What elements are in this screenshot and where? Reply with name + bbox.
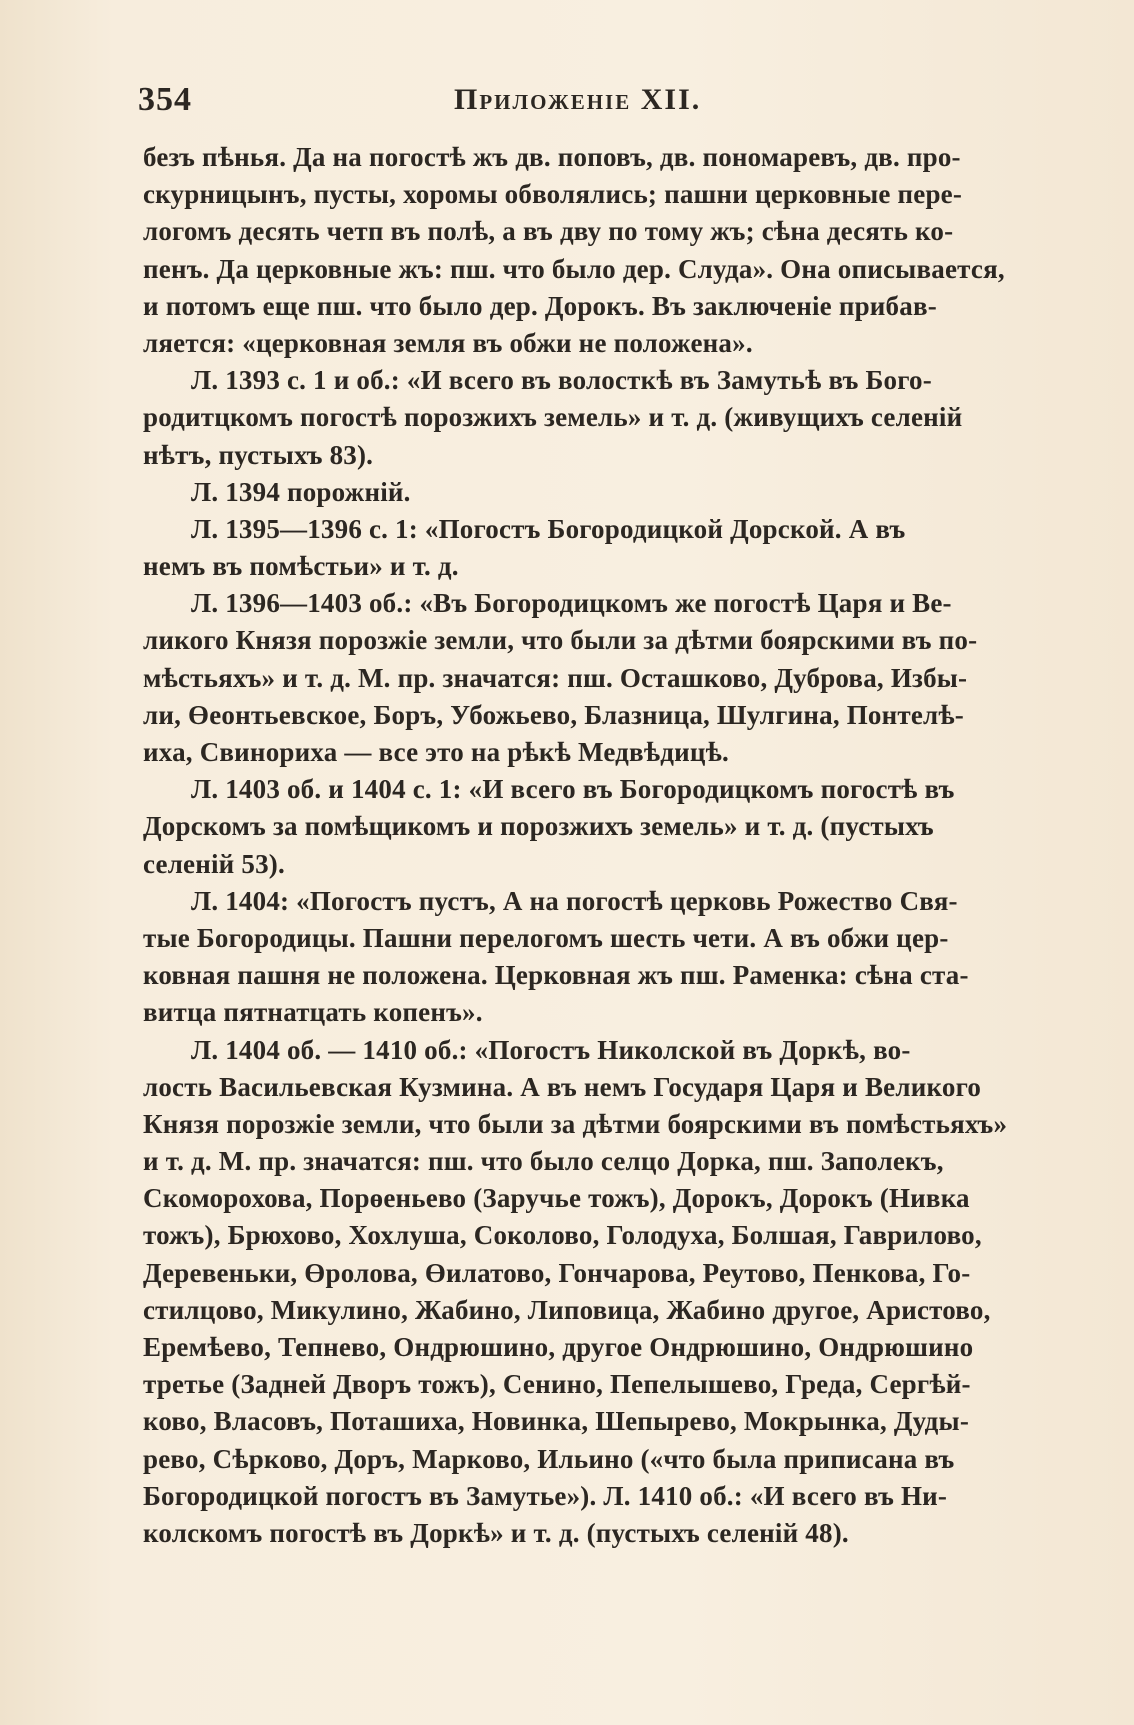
text-line: ли, Өеонтьевское, Боръ, Убожьево, Блазница, Шулгина, Понтелѣ- — [143, 699, 964, 730]
text-line: логомъ десять четп въ полѣ, а въ дву по тому жъ; сѣна десять ко- — [143, 216, 954, 247]
text-line: иха, Свинориха — все это на рѣкѣ Медвѣдицѣ. — [143, 737, 729, 767]
text-line: безъ пѣнья. Да на погостѣ жъ дв. поповъ, дв. пономаревъ, дв. про- — [143, 142, 961, 172]
text-line: ково, Власовъ, Поташиха, Новинка, Шепырево, Мокрынка, Дуды- — [143, 1406, 970, 1437]
text-line: родитцкомъ погостѣ порозжихъ земель» и т. д. (живущихъ селенiй — [143, 402, 963, 433]
text-line: Л. 1395—1396 с. 1: «Погостъ Богородицкой Дорской. А въ — [191, 513, 906, 544]
text-line: Л. 1394 порожнiй. — [191, 476, 411, 507]
text-line: селенiй 53). — [143, 848, 285, 879]
text-line: Л. 1403 об. и 1404 с. 1: «И всего въ Богородицкомъ погостѣ въ — [191, 774, 955, 805]
text-line: и т. д. М. пр. значатся: пш. что было селцо Дорка, пш. Заполекъ, — [143, 1146, 944, 1177]
text-line: ляется: «церковная земля въ обжи не положена». — [143, 327, 753, 358]
text-line: Л. 1396—1403 об.: «Въ Богородицкомъ же погостѣ Царя и Ве- — [191, 588, 952, 619]
text-line: Л. 1393 с. 1 и об.: «И всего въ волосткѣ въ Замутьѣ въ Бого- — [191, 365, 932, 396]
text-line: Деревеньки, Өролова, Өилатово, Гончарова, Реутово, Пенкова, Го- — [143, 1257, 971, 1288]
text-line: Богородицкой погостъ въ Замутье»). Л. 1410 об.: «И всего въ Ни- — [143, 1480, 948, 1511]
text-line: ковная пашня не положена. Церковная жъ пш. Раменка: сѣна ста- — [143, 960, 969, 991]
text-line: Л. 1404 об. — 1410 об.: «Погостъ Николской въ Доркѣ, во- — [191, 1034, 911, 1065]
text-line: Л. 1404: «Погостъ пустъ, А на погостѣ церковь Рожество Свя- — [191, 885, 958, 916]
text-line: нѣтъ, пустыхъ 83). — [143, 439, 374, 470]
text-line: лость Васильевская Кузмина. А въ немъ Государя Царя и Великого — [143, 1071, 982, 1102]
text-line: пенъ. Да церковные жъ: пш. что было дер. Слуда». Она описывается, — [143, 253, 1005, 284]
page-header — [138, 80, 1058, 120]
text-line: стилцово, Микулино, Жабино, Липовица, Жабино другое, Аристово, — [143, 1294, 991, 1325]
text-line: тожъ), Брюхово, Хохлуша, Соколово, Голодуха, Болшая, Гаврилово, — [143, 1220, 982, 1251]
text-line: ликого Князя порозжiе земли, что были за дѣтми боярскими въ по- — [143, 625, 978, 656]
text-line: мѣстьяхъ» и т. д. М. пр. значатся: пш. Осташково, Дуброва, Избы- — [143, 662, 968, 693]
text-line: третье (Задней Дворъ тожъ), Сенино, Пепелышево, Греда, Сергѣй- — [143, 1369, 971, 1400]
running-title: Приложенiе XII. — [454, 83, 702, 116]
body-text — [143, 139, 1056, 1552]
text-line: скурницынъ, пусты, хоромы обволялись; пашни церковные пере- — [143, 179, 963, 210]
page-number: 354 — [138, 81, 192, 118]
text-line: Дорскомъ за помѣщикомъ и порозжихъ земель» и т. д. (пустыхъ — [143, 811, 934, 842]
text-line: Скоморохова, Порөеньево (Заручье тожъ), Дорокъ, Дорокъ (Нивка — [143, 1183, 970, 1214]
text-line: Еремѣево, Тепнево, Ондрюшино, другое Ондрюшино, Ондрюшино — [143, 1332, 974, 1362]
text-line: витца пятнатцать копенъ». — [143, 997, 483, 1028]
text-line: колскомъ погостѣ въ Доркѣ» и т. д. (пустыхъ селенiй 48). — [143, 1517, 849, 1548]
text-line: тые Богородицы. Пашни перелогомъ шесть чети. А въ обжи цер- — [143, 922, 949, 953]
text-line: немъ въ помѣстьи» и т. д. — [143, 551, 459, 582]
text-line: Князя порозжiе земли, что были за дѣтми боярскими въ помѣстьяхъ» — [143, 1108, 1008, 1139]
text-line: рево, Сѣрково, Доръ, Марково, Ильино («что была приписана въ — [143, 1443, 955, 1474]
text-line: и потомъ еще пш. что было дер. Дорокъ. Въ заключенiе прибав- — [143, 290, 937, 321]
